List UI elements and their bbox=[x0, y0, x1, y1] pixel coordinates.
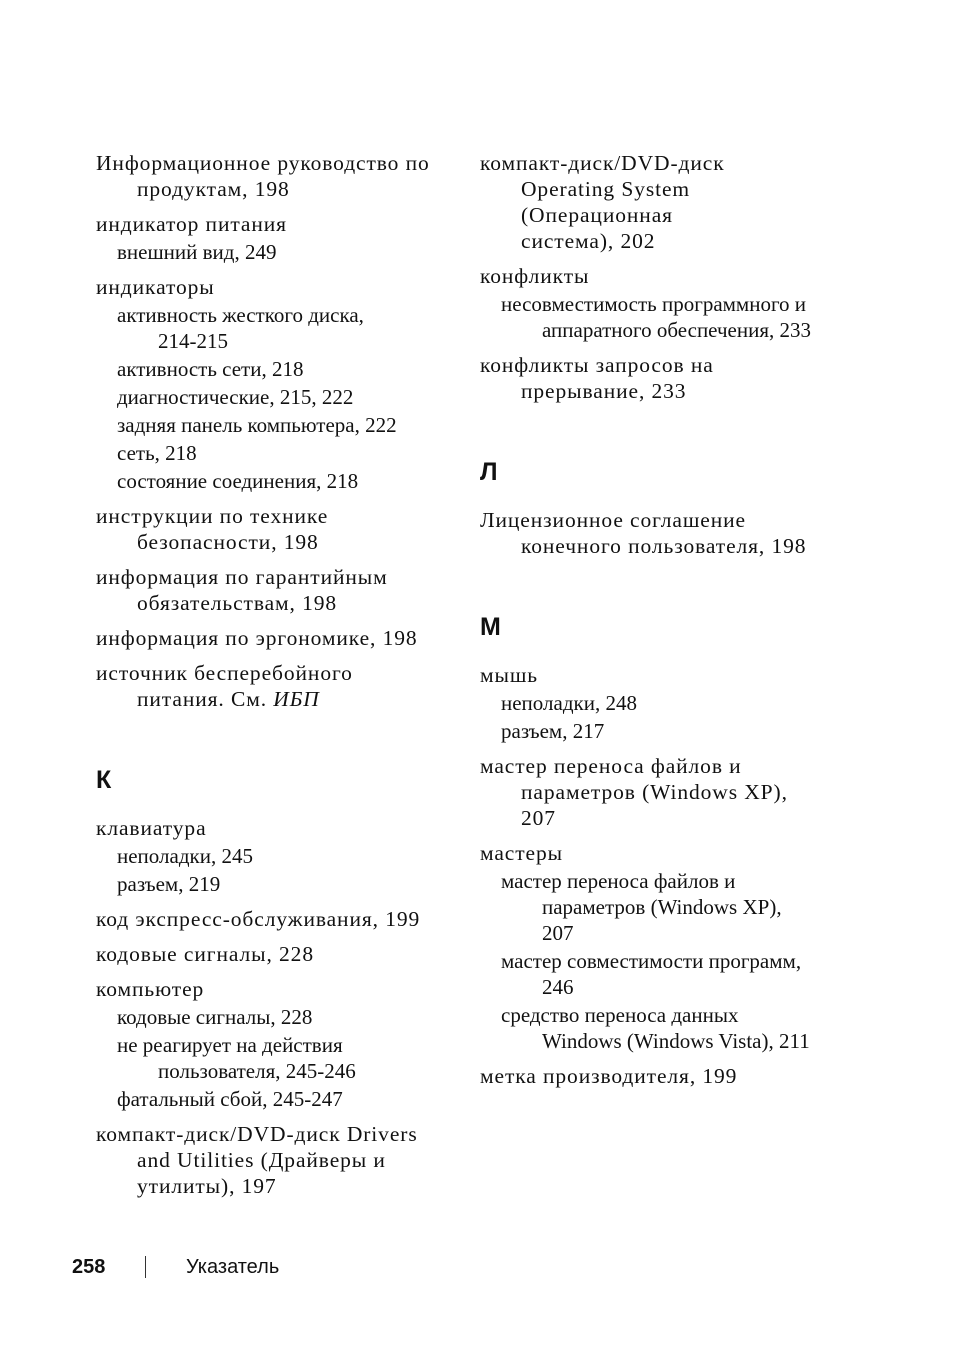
subentry: несовместимость программного и аппаратного обеспечения, 233 bbox=[501, 292, 812, 342]
subentry: внешний вид, 249 bbox=[117, 240, 277, 264]
subentry: кодовые сигналы, 228 bbox=[117, 1005, 313, 1029]
index-entry bbox=[96, 1121, 441, 1199]
entry-heading: конфликты bbox=[480, 264, 590, 288]
index-entry bbox=[96, 976, 441, 1112]
index-entry bbox=[480, 263, 820, 343]
subentry: сеть, 218 bbox=[117, 441, 197, 465]
entry-text: источник бесперебойного питания. См. bbox=[96, 661, 353, 711]
index-entry bbox=[96, 625, 441, 651]
entry-heading: Информационное руководство по продуктам, 198 bbox=[96, 151, 430, 201]
entry-heading: мастеры bbox=[480, 841, 563, 865]
index-entry bbox=[480, 662, 820, 744]
index-entry bbox=[480, 507, 820, 559]
subentry: активность сети, 218 bbox=[117, 357, 304, 381]
subentry: неполадки, 248 bbox=[501, 691, 637, 715]
index-entry bbox=[480, 840, 820, 1054]
entry-heading: код экспресс-обслуживания, 199 bbox=[96, 907, 421, 931]
entry-heading: метка производителя, 199 bbox=[480, 1064, 738, 1088]
index-entry bbox=[480, 753, 820, 831]
entry-heading: информация по гарантийным обязательствам, 198 bbox=[96, 565, 388, 615]
entry-heading: информация по эргономике, 198 bbox=[96, 626, 418, 650]
entry-heading bbox=[96, 660, 427, 712]
subentry: средство переноса данных Windows (Windows Vista), 211 bbox=[501, 1003, 810, 1053]
entry-heading: мастер переноса файлов и параметров (Windows XP), 207 bbox=[480, 754, 788, 830]
subentry: мастер переноса файлов и параметров (Windows XP), 207 bbox=[501, 869, 782, 945]
subentry: фатальный сбой, 245-247 bbox=[117, 1087, 343, 1111]
index-entry bbox=[480, 352, 820, 404]
cross-reference: ИБП bbox=[273, 687, 320, 711]
index-column-left bbox=[96, 150, 441, 1208]
index-entry bbox=[96, 564, 441, 616]
index-entry bbox=[96, 150, 441, 202]
entry-heading: индикатор питания bbox=[96, 212, 287, 236]
entry-heading: клавиатура bbox=[96, 816, 207, 840]
subentry: разъем, 217 bbox=[501, 719, 605, 743]
entry-heading: компакт-диск/DVD-диск Drivers and Utilities (Драйверы и утилиты), 197 bbox=[96, 1122, 418, 1198]
subentry: не реагирует на действия пользователя, 245-246 bbox=[117, 1033, 356, 1083]
section-letter: К bbox=[96, 766, 112, 794]
entry-heading: компакт-диск/DVD-диск Operating System (Операционная система), 202 bbox=[480, 151, 725, 253]
index-entry bbox=[96, 906, 441, 932]
subentry: разъем, 219 bbox=[117, 872, 221, 896]
index-entry bbox=[96, 941, 441, 967]
subentry: диагностические, 215, 222 bbox=[117, 385, 354, 409]
subentry: мастер совместимости программ, 246 bbox=[501, 949, 802, 999]
index-entry bbox=[480, 1063, 820, 1089]
section-title: Указатель bbox=[186, 1256, 280, 1278]
subentry: задняя панель компьютера, 222 bbox=[117, 413, 397, 437]
page-number: 258 bbox=[72, 1256, 106, 1278]
section-letter: М bbox=[480, 613, 501, 641]
entry-heading: компьютер bbox=[96, 977, 205, 1001]
index-entry bbox=[96, 815, 441, 897]
index-column-right bbox=[480, 150, 820, 1098]
subentry: активность жесткого диска, 214-215 bbox=[117, 303, 364, 353]
entry-heading: мышь bbox=[480, 663, 539, 687]
index-entry bbox=[96, 274, 441, 494]
index-entry bbox=[96, 503, 441, 555]
index-entry bbox=[480, 150, 820, 254]
section-letter: Л bbox=[480, 458, 498, 486]
footer-divider bbox=[145, 1256, 146, 1278]
subentry: состояние соединения, 218 bbox=[117, 469, 359, 493]
entry-heading: инструкции по технике безопасности, 198 bbox=[96, 504, 329, 554]
entry-heading: Лицензионное соглашение конечного пользователя, 198 bbox=[480, 508, 807, 558]
entry-heading: конфликты запросов на прерывание, 233 bbox=[480, 353, 714, 403]
entry-heading: индикаторы bbox=[96, 275, 215, 299]
subentry: неполадки, 245 bbox=[117, 844, 253, 868]
index-entry bbox=[96, 660, 441, 712]
entry-heading: кодовые сигналы, 228 bbox=[96, 942, 314, 966]
index-entry bbox=[96, 211, 441, 265]
